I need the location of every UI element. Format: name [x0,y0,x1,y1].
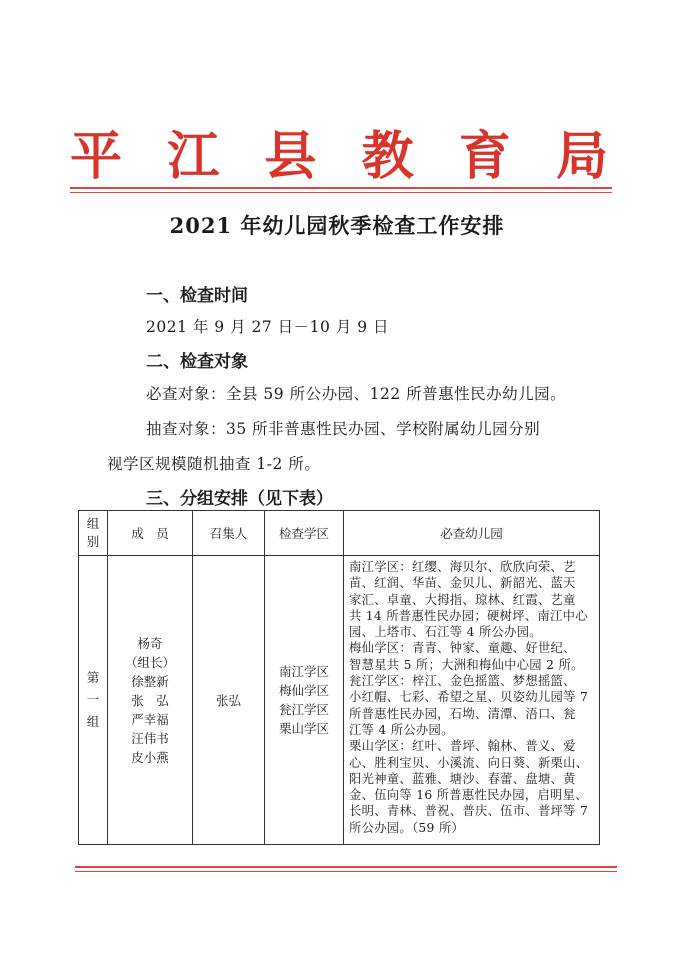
header-schools: 必查幼儿园 [344,511,600,556]
school-text-line: 家汇、卓童、大拇指、琼林、红霞、艺童 [349,592,576,607]
spot-check-text-line1: 抽查对象：35 所非普惠性民办园、学校附属幼儿园分别 [146,420,541,438]
member-name: 汪伟书 [131,730,169,746]
member-role: （组长） [124,654,175,670]
issuer-char: 县 [264,125,319,187]
school-text-line: 园、上塔市、石江等 4 所公办园。 [349,625,542,640]
header-divider [70,187,612,189]
header-divider-thin [70,192,612,193]
zone-name: 栗山学区 [278,721,329,736]
school-text-line: 瓮江学区：梓江、金色摇篮、梦想摇篮、 [349,674,576,689]
school-text-line: 金、伍向等 16 所普惠性民办园，启明星、 [349,788,588,803]
school-text-line: 栗山学区：红叶、普坪、翰林、普义、爱 [349,739,576,754]
member-name: 徐整新 [131,673,169,689]
header-group [79,511,108,556]
section-heading-grouping: 三、分组安排（见下表） [146,489,333,509]
member-name: 皮小燕 [131,749,169,765]
group-cell [79,556,108,845]
issuer-char: 教 [361,125,416,187]
convener-cell: 张弘 [193,556,265,845]
header-group-line: 别 [86,534,100,549]
zone-name: 梅仙学区 [278,683,329,698]
school-text-line: 南江学区：红缨、海贝尔、欣欣向荣、艺 [349,560,576,574]
member-name: 张 弘 [131,692,169,708]
issuer-char: 平 [70,125,125,187]
section-heading-targets: 二、检查对象 [146,352,248,372]
school-text-line: 智慧星共 5 所；大洲和梅仙中心园 2 所。 [349,657,584,672]
school-text-line: 阳光神童、蓝雅、塘沙、春蕾、盘塘、黄 [349,771,576,786]
issuer-title [70,120,610,187]
section-heading-time: 一、检查时间 [146,286,248,306]
header-zones: 检查学区 [265,511,344,556]
schools-cell [344,556,600,845]
grouping-table [78,510,600,845]
school-text-line: 梅仙学区：青青、钟家、童趣、好世纪、 [349,641,576,656]
zone-name: 南江学区 [278,664,329,679]
issuer-char: 局 [555,125,610,187]
header-convener: 召集人 [193,511,265,556]
table-header-row [79,511,600,556]
zone-name: 瓮江学区 [278,702,329,717]
members-cell [108,556,193,845]
inspection-dates: 2021 年 9 月 27 日－10 月 9 日 [146,318,390,336]
must-check-text: 必查对象：全县 59 所公办园、122 所普惠性民办幼儿园。 [146,385,567,403]
issuer-char: 育 [458,125,513,187]
member-name: 严幸福 [131,711,169,727]
footer-divider-thin [75,871,617,872]
group-label-line: 一 [86,692,100,707]
header-group-line: 组 [86,516,100,531]
footer-divider [75,866,617,868]
school-text-line: 江等 4 所公办园。 [349,722,454,737]
school-text-line: 共 14 所普惠性民办园；硬树坪、南江中心 [349,608,588,623]
school-text-line: 心、胜利宝贝、小溪流、向日葵、新栗山、 [349,755,589,770]
document-title: 2021 年幼儿园秋季检查工作安排 [169,213,505,238]
group-label-line: 组 [86,714,100,729]
school-text-line: 所公办园。（59 所） [349,820,465,835]
header-members: 成 员 [108,511,193,556]
table-row [79,556,600,845]
school-text-line: 长明、青林、普祝、普庆、伍市、普坪等 7 [349,804,589,819]
issuer-char: 江 [167,125,222,187]
spot-check-text-line2: 视学区规模随机抽查 1-2 所。 [107,455,321,473]
zones-cell [265,556,344,845]
school-text-line: 小红帽、七彩、希望之星、贝姿幼儿园等 7 [349,690,589,705]
group-label-line: 第 [86,670,100,685]
school-text-line: 苗、红润、华苗、金贝儿、新韶光、蓝天 [349,576,576,591]
school-text-line: 所普惠性民办园，石坳、清潭、浯口、瓮 [349,706,576,721]
member-name: 杨奇 [137,635,163,651]
